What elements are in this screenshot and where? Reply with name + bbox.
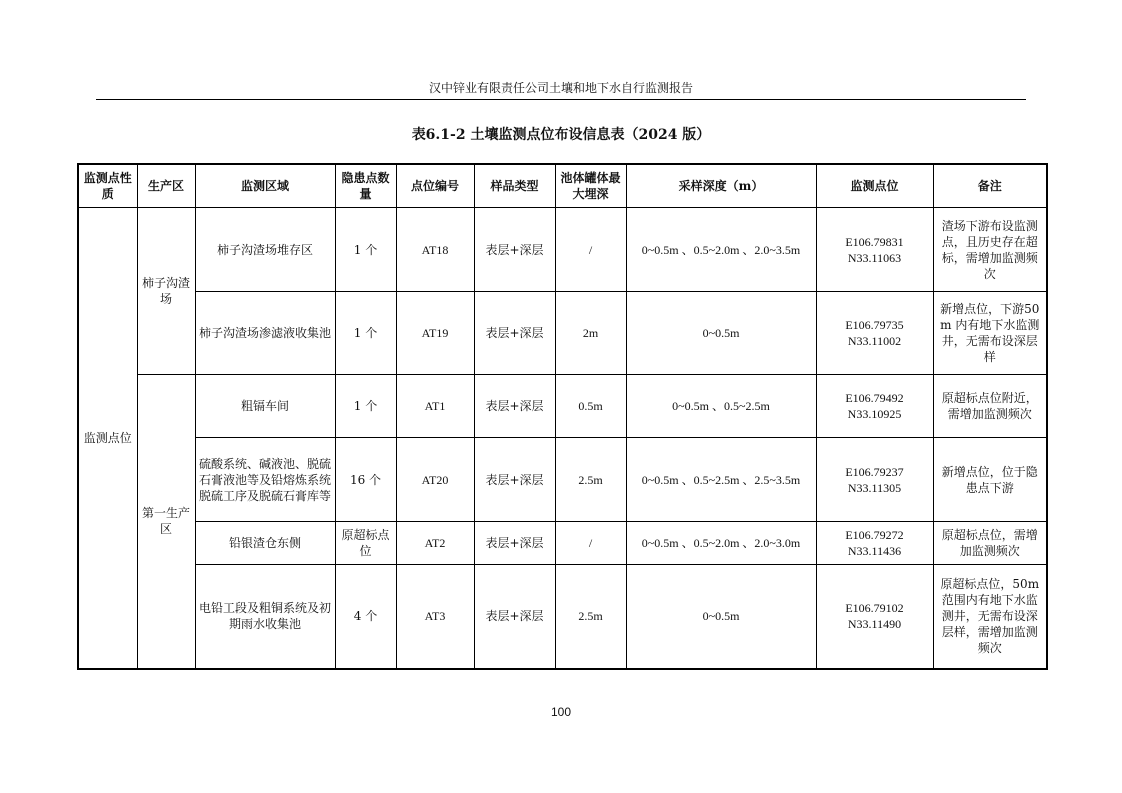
sample-type-cell: 表层+深层 — [474, 438, 555, 522]
count-cell: 1 个 — [335, 292, 396, 375]
count-cell: 原超标点位 — [335, 522, 396, 565]
location-cell — [816, 208, 933, 292]
area-cell: 硫酸系统、碱液池、脱硫石膏液池等及铅熔炼系统脱硫工序及脱硫石膏库等 — [195, 438, 335, 522]
location-cell — [816, 375, 933, 438]
table-row — [78, 522, 1047, 565]
code-cell: AT3 — [396, 565, 474, 669]
table-row — [78, 375, 1047, 438]
sampling-depth-cell: 0~0.5m 、0.5~2.0m 、2.0~3.5m — [626, 208, 816, 292]
running-header: 汉中锌业有限责任公司土壤和地下水自行监测报告 — [428, 81, 693, 95]
col-header-count: 隐患点数量 — [335, 164, 396, 208]
coord-n: N33.10925 — [847, 407, 902, 421]
zone-cell: 柿子沟渣场 — [137, 208, 195, 375]
nature-cell: 监测点位 — [78, 208, 137, 669]
max-depth-cell: / — [555, 522, 626, 565]
monitoring-table — [77, 163, 1048, 670]
area-cell: 柿子沟渣场堆存区 — [195, 208, 335, 292]
coord-e: E106.79237 — [845, 464, 904, 479]
remark-cell: 原超标点位，50m 范围内有地下水监测井，无需布设深层样，需增加监测频次 — [933, 565, 1047, 669]
sampling-depth-cell: 0~0.5m 、0.5~2.5m — [626, 375, 816, 438]
location-cell — [816, 292, 933, 375]
area-cell: 铅银渣仓东侧 — [195, 522, 335, 565]
sample-type-cell: 表层+深层 — [474, 565, 555, 669]
count-cell: 4 个 — [335, 565, 396, 669]
max-depth-cell: 2m — [555, 292, 626, 375]
area-cell: 柿子沟渣场渗滤液收集池 — [195, 292, 335, 375]
sampling-depth-cell: 0~0.5m — [626, 292, 816, 375]
remark-cell: 新增点位，下游50m 内有地下水监测井，无需布设深层样 — [933, 292, 1047, 375]
sample-type-cell: 表层+深层 — [474, 522, 555, 565]
max-depth-cell: 2.5m — [555, 565, 626, 669]
sampling-depth-cell: 0~0.5m 、0.5~2.5m 、2.5~3.5m — [626, 438, 816, 522]
col-header-area: 监测区域 — [195, 164, 335, 208]
table-row — [78, 438, 1047, 522]
area-cell: 电铅工段及粗铜系统及初期雨水收集池 — [195, 565, 335, 669]
header-rule — [96, 99, 1026, 100]
code-cell: AT18 — [396, 208, 474, 292]
remark-cell: 新增点位，位于隐患点下游 — [933, 438, 1047, 522]
coord-e: E106.79735 — [845, 318, 904, 332]
col-header-zone: 生产区 — [137, 164, 195, 208]
col-header-remark: 备注 — [933, 164, 1047, 208]
code-cell: AT2 — [396, 522, 474, 565]
coord-n: N33.11002 — [847, 334, 902, 348]
location-cell — [816, 522, 933, 565]
sample-type-cell: 表层+深层 — [474, 208, 555, 292]
remark-cell: 原超标点位附近，需增加监测频次 — [933, 375, 1047, 438]
coord-e: E106.79831 — [845, 234, 904, 249]
col-header-location: 监测点位 — [816, 164, 933, 208]
sample-type-cell: 表层+深层 — [474, 375, 555, 438]
table-row — [78, 565, 1047, 669]
zone-cell: 第一生产区 — [137, 375, 195, 669]
location-cell — [816, 565, 933, 669]
coord-e: E106.79272 — [845, 528, 904, 542]
code-cell: AT1 — [396, 375, 474, 438]
count-cell: 1 个 — [335, 375, 396, 438]
col-header-sampling-depth: 采样深度（m） — [626, 164, 816, 208]
table-row — [78, 292, 1047, 375]
max-depth-cell: 0.5m — [555, 375, 626, 438]
coord-n: N33.11436 — [847, 544, 902, 558]
coord-n: N33.11305 — [847, 480, 902, 495]
count-cell: 16 个 — [335, 438, 396, 522]
code-cell: AT20 — [396, 438, 474, 522]
table-row — [78, 208, 1047, 292]
code-cell: AT19 — [396, 292, 474, 375]
sampling-depth-cell: 0~0.5m 、0.5~2.0m 、2.0~3.0m — [626, 522, 816, 565]
max-depth-cell: / — [555, 208, 626, 292]
coord-n: N33.11063 — [847, 250, 902, 265]
col-header-nature: 监测点性质 — [78, 164, 137, 208]
col-header-max-depth: 池体罐体最大埋深 — [555, 164, 626, 208]
table-header-row — [78, 164, 1047, 208]
table-title: 表6.1-2 土壤监测点位布设信息表（2024 版） — [411, 127, 711, 143]
sampling-depth-cell: 0~0.5m — [626, 565, 816, 669]
col-header-sample-type: 样品类型 — [474, 164, 555, 208]
area-cell: 粗镉车间 — [195, 375, 335, 438]
coord-e: E106.79492 — [845, 391, 904, 405]
max-depth-cell: 2.5m — [555, 438, 626, 522]
coord-n: N33.11490 — [847, 617, 902, 632]
col-header-code: 点位编号 — [396, 164, 474, 208]
sample-type-cell: 表层+深层 — [474, 292, 555, 375]
remark-cell: 原超标点位，需增加监测频次 — [933, 522, 1047, 565]
count-cell: 1 个 — [335, 208, 396, 292]
page-number: 100 — [550, 705, 572, 719]
location-cell — [816, 438, 933, 522]
remark-cell: 渣场下游布设监测点，且历史存在超标，需增加监测频次 — [933, 208, 1047, 292]
coord-e: E106.79102 — [845, 601, 904, 616]
